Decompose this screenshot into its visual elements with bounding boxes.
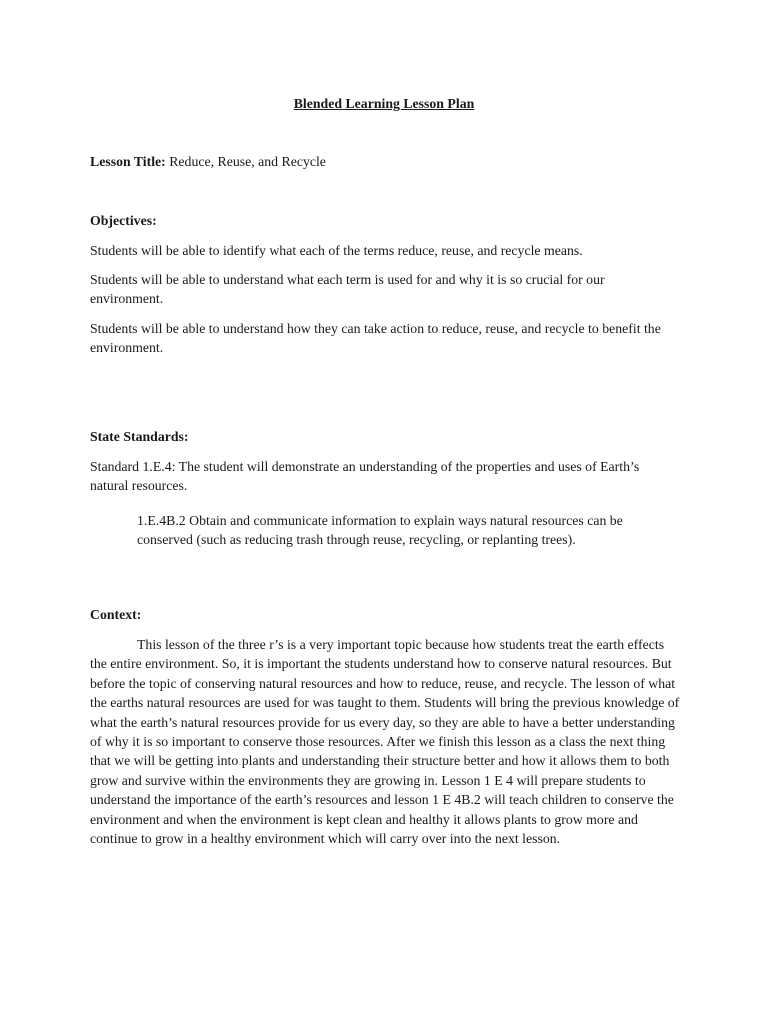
standards-heading: State Standards: (90, 429, 189, 444)
context-heading: Context: (90, 607, 142, 622)
document-title: Blended Learning Lesson Plan (293, 96, 475, 111)
standard-main: Standard 1.E.4: The student will demonstrate an understanding of the properties and uses of Earth’s natural resources. (90, 459, 640, 494)
objective-item: Students will be able to understand what each term is used for and why it is so crucial for our environment. (90, 272, 605, 307)
standard-sub: 1.E.4B.2 Obtain and communicate information to explain ways natural resources can be conserved (such as reducing trash through reuse, recycling, or replanting trees). (137, 513, 623, 548)
objectives-heading: Objectives: (90, 213, 157, 228)
objective-item: Students will be able to understand how they can take action to reduce, reuse, and recycle to benefit the environment. (90, 321, 661, 356)
lesson-title-label: Lesson Title: (90, 154, 166, 169)
lesson-title-line (90, 152, 680, 171)
context-paragraph: This lesson of the three r’s is a very important topic because how students treat the earth effects the entire environment. So, it is important the students understand how to conserve natural resources. But before the topic of conserving natural resources and how to reduce, reuse, and recycle. The lesson of what the earths natural resources are used for was taught to them. Students will bring the previous knowledge of what the earth’s natural resources provide for us every day, so they are able to have a better understanding of why it is so important to conserve those resources. After we finish this lesson as a class the next thing that we will be getting into plants and understanding their structure better and how it allows them to both grow and survive within the environments they are growing in. Lesson 1 E 4 will prepare students to understand the importance of the earth’s resources and lesson 1 E 4B.2 will teach children to conserve the environment and when the environment is kept clean and healthy it allows plants to grow more and continue to grow in a healthy environment which will carry over into the next lesson. (90, 637, 680, 847)
objective-item: Students will be able to identify what each of the terms reduce, reuse, and recycle means. (90, 243, 583, 258)
lesson-title-value: Reduce, Reuse, and Recycle (169, 154, 326, 169)
